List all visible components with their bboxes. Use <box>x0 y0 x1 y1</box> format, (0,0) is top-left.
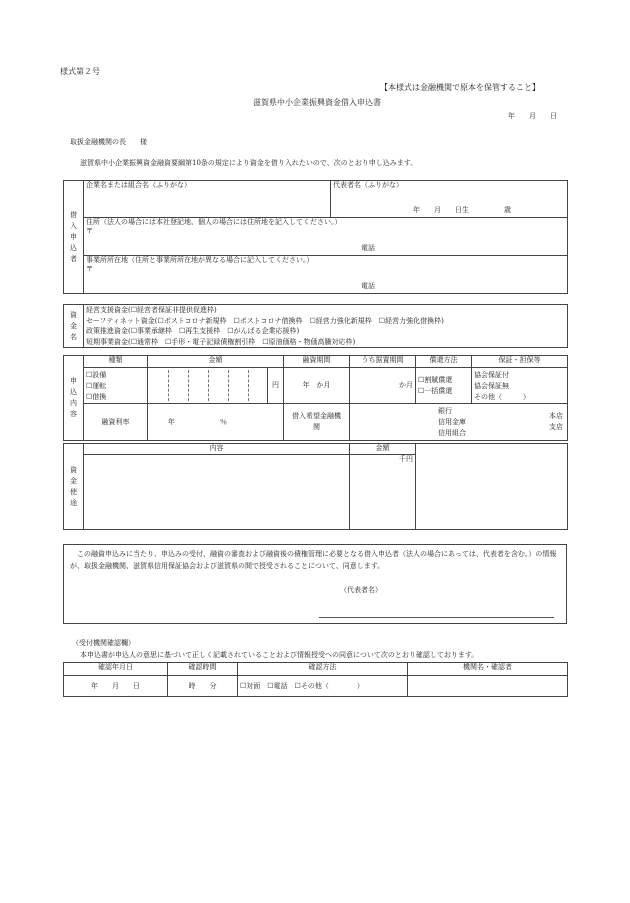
applicant-table <box>63 180 568 294</box>
type-equipment[interactable]: ☐設備 <box>86 371 107 379</box>
confirm-header-method: 確認方法 <box>238 663 408 676</box>
fund-side-label: 資金名 <box>64 305 84 348</box>
fund-line-2[interactable]: セーフティネット資金(☐ポストコロナ新規枠 ☐ポストコロナ借換枠 ☐経営力強化新規枠 ☐経営力強化借換枠) <box>86 316 444 325</box>
consent-box <box>63 544 567 624</box>
representative-field[interactable]: 代表者名（ふりがな） 年 月 日生 歳 <box>331 181 568 218</box>
confirm-header-date: 確認年月日 <box>64 663 168 676</box>
type-options[interactable] <box>84 368 148 404</box>
confirm-method-field[interactable]: ☐対面 ☐電話 ☐その他（ ） <box>238 676 408 697</box>
lender-label: 借入希望金融機関 <box>284 404 350 441</box>
use-header-amount: 金額 <box>350 444 416 455</box>
header-grace: うち据置期間 <box>350 356 416 368</box>
rate-label: 融資利率 <box>84 404 148 441</box>
confirm-header-time: 確認時間 <box>168 663 238 676</box>
use-side-label: 資金使途 <box>64 444 84 530</box>
confirm-time-field[interactable]: 時 分 <box>168 676 238 697</box>
company-name-field[interactable]: 企業名または組合名（ふりがな） <box>84 181 331 218</box>
date-line: 年 月 日 <box>508 112 557 120</box>
header-type: 種類 <box>84 356 148 368</box>
consent-rep-label: （代表者名） <box>340 586 382 594</box>
confirm-statement: 本申込書が申込人の意思に基づいて正しく記載されていることおよび情報授受への同意について次のとおり確認しております。 <box>80 651 479 659</box>
addressee: 取扱金融機関の長 様 <box>70 138 147 146</box>
confirm-section-label: （受付機関確認欄） <box>72 639 135 647</box>
form-number: 様式第２号 <box>60 67 100 76</box>
use-header-content: 内容 <box>84 444 350 455</box>
repay-options[interactable] <box>416 368 472 404</box>
fund-line-4[interactable]: 短期事業資金(☐通常枠 ☐手形・電子記録債権割引枠 ☐原油価格・物価高騰対応枠) <box>86 337 356 346</box>
fund-line-1[interactable]: 経営支援資金(☐経営者保証非提供促進枠) <box>86 306 217 314</box>
type-refinance[interactable]: ☐借換 <box>86 393 107 401</box>
header-repay: 償還方法 <box>416 356 472 368</box>
signature-line[interactable] <box>319 617 554 618</box>
amount-field[interactable] <box>148 368 268 404</box>
page-title: 滋賀県中小企業振興資金借入申込書 <box>253 98 381 107</box>
guarantee-options[interactable]: 協会保証付 協会保証無 その他（ ） <box>472 368 568 404</box>
office-address-field[interactable]: 事業所所在地（住所と事業所所在地が異なる場合に記入してください。） 〒 電話 <box>84 256 568 294</box>
header-amount: 金額 <box>148 356 284 368</box>
consent-text: この融資申込みに当たり、申込みの受付、融資の審査および融資後の債権管理に必要となる借入申込者（法人の場合にあっては、代表者を含む。）の情報が、取扱金融機関、滋賀県信用保証協会および滋賀県の間で授受されることについて、同意します。 <box>70 550 557 570</box>
use-blank <box>416 444 568 530</box>
type-operating[interactable]: ☐運転 <box>86 382 107 390</box>
fund-line-3[interactable]: 政策推進資金(☐事業承継枠 ☐再生支援枠 ☐がんばる企業応援枠) <box>86 327 300 335</box>
intro-text: 滋賀県中小企業振興資金融資要綱第10条の規定により資金を借り入れたいので、次のとおり申し込みます。 <box>80 159 418 167</box>
fund-use-table <box>63 443 568 530</box>
rate-field[interactable]: 年 ％ <box>148 404 284 441</box>
lender-field[interactable]: 銀行 信用金庫 信用組合 本店 支店 <box>350 404 568 441</box>
yen-unit: 円 <box>268 368 284 404</box>
application-table <box>63 355 568 441</box>
header-guarantee: 保証・担保等 <box>472 356 568 368</box>
confirm-date-field[interactable]: 年 月 日 <box>64 676 168 697</box>
use-content-field[interactable] <box>84 455 350 530</box>
fund-name-table <box>63 304 568 348</box>
confirm-header-org: 機関名・確認者 <box>408 663 568 676</box>
applicant-side-label: 借入申込者 <box>64 181 84 294</box>
period-field[interactable]: 年 か月 <box>284 368 350 404</box>
repay-lump[interactable]: ☐一括償還 <box>418 386 453 395</box>
notice-text: 【本様式は金融機関で原本を保管すること】 <box>380 83 540 92</box>
confirm-table <box>63 662 568 697</box>
grace-field[interactable]: か月 <box>350 368 416 404</box>
repay-installment[interactable]: ☐割賦償還 <box>418 375 453 384</box>
confirm-org-field[interactable] <box>408 676 568 697</box>
fund-options[interactable] <box>84 305 568 348</box>
use-amount-field[interactable]: 千円 <box>350 455 416 530</box>
application-side-label: 申込内容 <box>64 356 84 441</box>
header-period: 融資期間 <box>284 356 350 368</box>
address-field[interactable]: 住所（法人の場合には本社登記地、個人の場合には住所地を記入してください。） 〒 電話 <box>84 218 568 256</box>
